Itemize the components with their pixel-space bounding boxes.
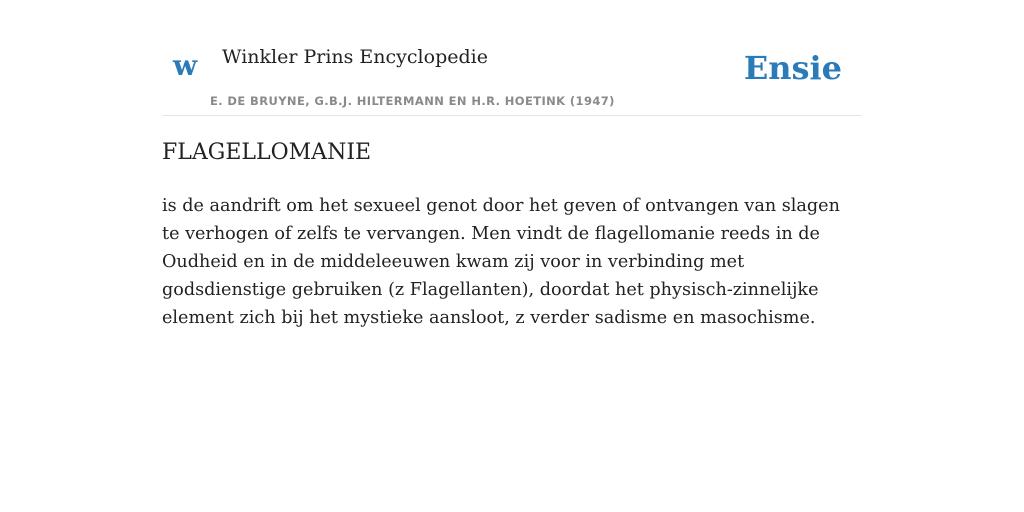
ensie-logo-link[interactable]: Ensie (743, 49, 842, 87)
entry-title: FLAGELLOMANIE (162, 140, 372, 165)
entry-body: is de aandrift om het sexueel genot door het geven of ontvangen van slagen te verhogen of zelfs te vervangen. Men vindt de flagellomanie reeds in de Oudheid en in de middeleeuwen kwam zij voor in verbinding met godsdienstige gebruiken (z Flagellanten), doordat het physisch-zinnelijke element zich bij het mystieke aansloot, z verder sadisme en masochisme. (162, 196, 840, 328)
winkler-prins-logo[interactable]: w (173, 49, 198, 82)
publication-header (162, 36, 862, 116)
publication-title[interactable]: Winkler Prins Encyclopedie (222, 46, 488, 68)
publication-authors: E. DE BRUYNE, G.B.J. HILTERMANN EN H.R. HOETINK (1947) (210, 94, 615, 108)
